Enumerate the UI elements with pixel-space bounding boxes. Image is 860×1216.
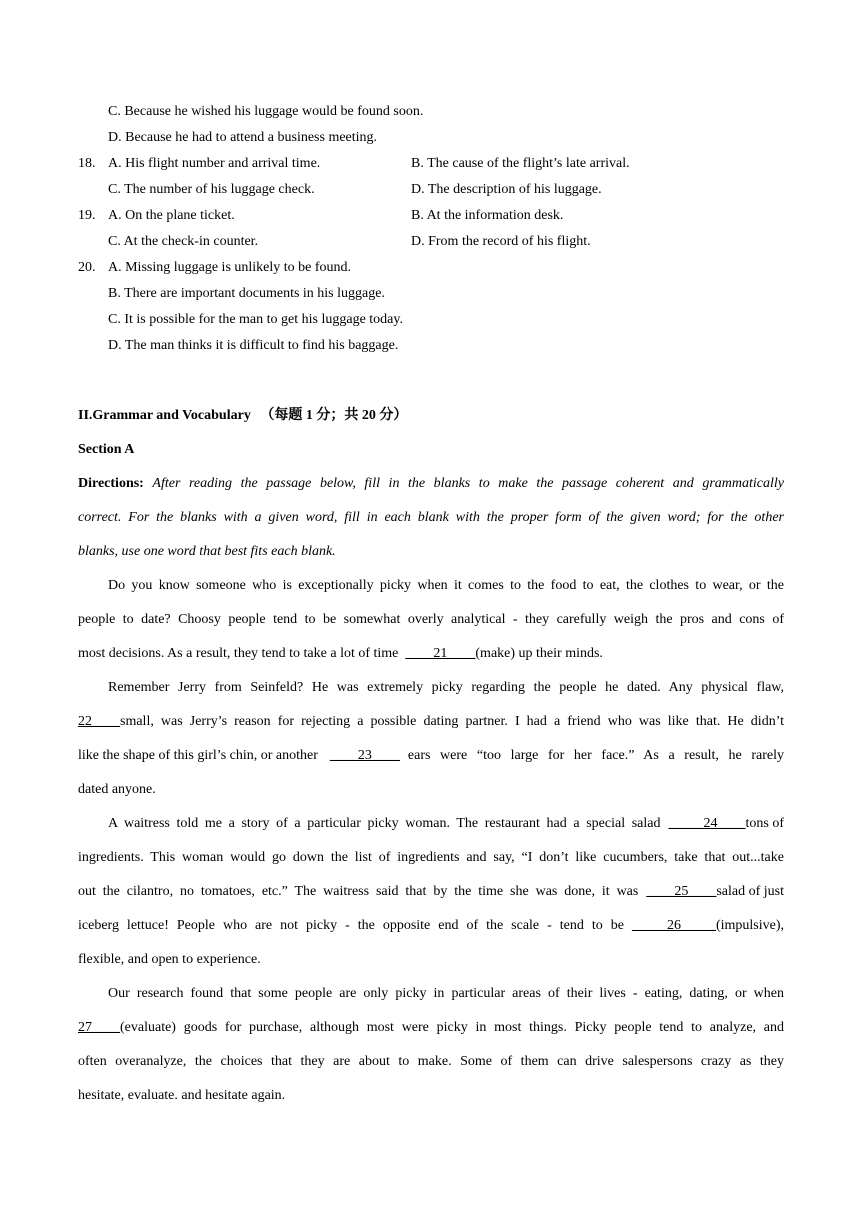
p1-line-2: people to date? Choosy people tend to be somewhat overly analytical - they carefully weigh the pros and cons of: [78, 612, 784, 627]
blank-21[interactable]: ____21____: [405, 646, 476, 661]
section-a-label: Section A: [78, 442, 135, 457]
p2-line-4: dated anyone.: [78, 782, 156, 797]
p3-line-5: flexible, and open to experience.: [78, 952, 261, 967]
p4-line-4: hesitate, evaluate. and hesitate again.: [78, 1088, 286, 1103]
blank-27[interactable]: 27____: [78, 1020, 120, 1035]
p4-line-1: Our research found that some people are only picky in particular areas of their lives - eating, dating, or when: [108, 986, 784, 1001]
q18-option-c: C. The number of his luggage check.: [108, 182, 315, 197]
blank-24[interactable]: _____24____: [668, 816, 746, 831]
p2-line-1: Remember Jerry from Seinfeld? He was extremely picky regarding the people he dated. Any physical flaw,: [108, 680, 784, 695]
p3-line-4-text: iceberg lettuce! People who are not picky - the opposite end of the scale - tend to be: [78, 918, 624, 933]
p1-line-3-hint: (make) up their minds.: [475, 646, 603, 661]
directions-line-1: [78, 475, 784, 493]
p2-line-2-text: small, was Jerry’s reason for rejecting a possible dating partner. I had a friend who was like that. He didn’t: [120, 714, 784, 729]
q17-option-c: C. Because he wished his luggage would be found soon.: [108, 104, 424, 119]
blank-26[interactable]: _____26_____: [631, 918, 716, 933]
directions-text-1: After reading the passage below, fill in the blanks to make the passage coherent and grammatically: [152, 476, 784, 491]
q17-option-d: D. Because he had to attend a business meeting.: [108, 130, 378, 145]
p1-line-3-text: most decisions. As a result, they tend to take a lot of time: [78, 646, 399, 661]
q20-option-a: A. Missing luggage is unlikely to be found.: [108, 260, 352, 275]
q19-option-d: D. From the record of his flight.: [411, 234, 591, 249]
q19-option-c: C. At the check-in counter.: [108, 234, 259, 249]
directions-label: Directions:: [78, 476, 144, 491]
p2-line-3: [78, 747, 784, 765]
q20-option-c: C. It is possible for the man to get his luggage today.: [108, 312, 403, 327]
question-number-18: 18.: [78, 156, 96, 171]
q18-option-a: A. His flight number and arrival time.: [108, 156, 321, 171]
p1-line-1: Do you know someone who is exceptionally picky when it comes to the food to eat, the clothes to wear, or the: [108, 578, 784, 593]
directions-text-2: correct. For the blanks with a given word, fill in each blank with the proper form of the given word; for the other: [78, 510, 784, 525]
p1-line-3: [78, 645, 784, 663]
section-heading: [78, 407, 784, 425]
q20-option-d: D. The man thinks it is difficult to find his baggage.: [108, 338, 399, 353]
q19-option-a: A. On the plane ticket.: [108, 208, 235, 223]
q18-option-d: D. The description of his luggage.: [411, 182, 602, 197]
question-number-19: 19.: [78, 208, 96, 223]
blank-23[interactable]: ____23____: [329, 748, 400, 763]
p4-line-3: often overanalyze, the choices that they are about to make. Some of them can drive salespersons crazy as they: [78, 1054, 784, 1069]
directions-line-3: [78, 543, 784, 561]
p3-line-1: [108, 815, 784, 833]
p3-line-1-text: A waitress told me a story of a particular picky woman. The restaurant had a special salad: [108, 816, 661, 831]
p3-line-3: [78, 883, 784, 901]
q18-option-b: B. The cause of the flight’s late arrival.: [411, 156, 630, 171]
p3-line-4-hint: (impulsive),: [715, 918, 784, 933]
p3-line-1-tail: tons of: [745, 816, 784, 831]
p3-line-2: ingredients. This woman would go down the list of ingredients and say, “I don’t like cucumbers, take that out...take: [78, 850, 784, 865]
section-points: （每题 1 分；共 20 分）: [260, 408, 408, 423]
p2-line-3-text: like the shape of this girl’s chin, or another: [78, 748, 318, 763]
p2-line-2: [78, 713, 784, 731]
p3-line-4: [78, 917, 784, 935]
directions-line-2: [78, 509, 784, 527]
p2-line-3-tail: ears were “too large for her face.” As a result, he rarely: [407, 748, 784, 763]
q19-option-b: B. At the information desk.: [411, 208, 564, 223]
p4-line-2-text: (evaluate) goods for purchase, although most were picky in most things. Picky people tend to analyze, and: [120, 1020, 784, 1035]
question-number-20: 20.: [78, 260, 96, 275]
blank-25[interactable]: ____25____: [646, 884, 717, 899]
p3-line-3-tail: salad of just: [716, 884, 784, 899]
section-title: II.Grammar and Vocabulary: [78, 408, 251, 423]
p4-line-2: [78, 1019, 784, 1037]
q20-option-b: B. There are important documents in his luggage.: [108, 286, 385, 301]
blank-22[interactable]: 22____: [78, 714, 120, 729]
directions-text-3: blanks, use one word that best fits each blank.: [78, 544, 336, 559]
p3-line-3-text: out the cilantro, no tomatoes, etc.” The waitress said that by the time she was done, it was: [78, 884, 639, 899]
